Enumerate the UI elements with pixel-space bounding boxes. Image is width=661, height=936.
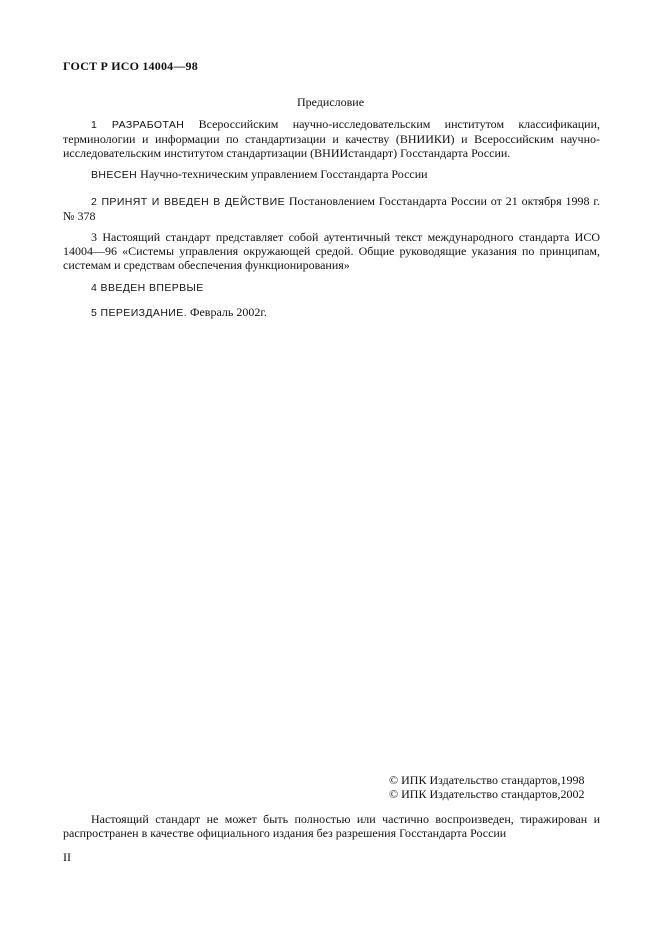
paragraph-adopted: [63, 194, 600, 223]
paragraph-text: Февраль 2002г.: [186, 305, 267, 319]
paragraph-text: Настоящий стандарт представляет собой аутентичный текст международного стандарта ИСО 14004—96 «Системы управления окружающей средой. Общие руководящие указания по принципам, системам и средствам обеспечения функционирования»: [63, 230, 600, 272]
paragraph-lead: 1 РАЗРАБОТАН: [91, 119, 185, 131]
paragraph-developed-by: [63, 117, 600, 160]
paragraph-lead: 4 ВВЕДЕН ВПЕРВЫЕ: [91, 282, 204, 294]
notice-text: Настоящий стандарт не может быть полностью или частично воспроизведен, тиражирован и распространен в качестве официального издания без разрешения Госстандарта России: [63, 812, 600, 840]
paragraph-lead: 3: [91, 230, 97, 244]
page-number: II: [63, 850, 71, 864]
paragraph-text: Всероссийским научно-исследовательским институтом классификации, терминологии и информации по стандартизации и качеству (ВНИИКИ) и Всероссийским научно-исследовательским институтом стандартизации (ВНИИстандарт) Госстандарта России.: [63, 117, 600, 160]
paragraph-text: Научно-техническим управлением Госстандарта России: [137, 167, 428, 181]
reproduction-notice: [63, 812, 600, 840]
paragraph-text: Постановлением Госстандарта России от 21 октября 1998 г. № 378: [63, 194, 600, 223]
standard-code-header: ГОСТ Р ИСО 14004—98: [63, 59, 198, 73]
paragraph-introduced-by: [63, 167, 600, 182]
paragraph-authentic-text: [63, 230, 600, 272]
paragraph-lead: ВНЕСЕН: [91, 169, 138, 181]
copyright-line: © ИПК Издательство стандартов,2002: [389, 787, 585, 801]
paragraph-first-introduced: [63, 280, 600, 295]
paragraph-lead: 5 ПЕРЕИЗДАНИЕ.: [91, 307, 187, 319]
paragraph-lead: 2 ПРИНЯТ И ВВЕДЕН В ДЕЙСТВИЕ: [91, 196, 285, 208]
copyright-line: © ИПК Издательство стандартов,1998: [389, 773, 585, 787]
section-title: Предисловие: [296, 95, 365, 109]
paragraph-reissue: [63, 305, 600, 320]
